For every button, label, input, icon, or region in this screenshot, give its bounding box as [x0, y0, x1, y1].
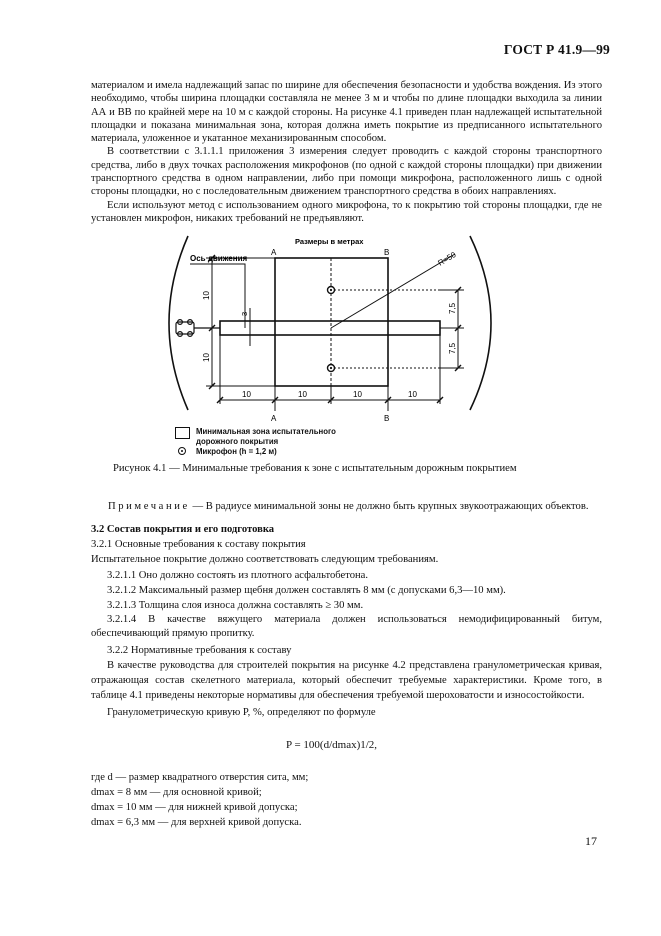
section-3-2 — [91, 522, 602, 721]
figure-caption: Рисунок 4.1 — Минимальные требования к зоне с испытательным дорожным покрытием — [113, 463, 517, 474]
figure-4-1 — [150, 228, 520, 428]
var-dmax-6-3: dmax = 6,3 мм — для верхней кривой допуска. — [91, 817, 302, 828]
legend-zone-line1: Минимальная зона испытательного — [196, 427, 336, 436]
paragraph-2: В соответствии с 3.1.1.1 приложения 3 измерения следует проводить с каждой стороны транспортного средства, либо в двух точках расположения микрофонов (по одной с каждой стороны площадки) при движении транспортного средства в одном направлении, либо при помощи микрофона, расположенного лишь с одной стороны площадки, но с последовательным движением транспортного средства в обоих направлениях. — [91, 146, 602, 198]
dim-bottom-4: 10 — [408, 390, 417, 399]
variables-list — [91, 770, 308, 830]
var-d: где d — размер квадратного отверстия сита, мм; — [91, 772, 309, 783]
formula — [286, 739, 377, 751]
legend-zone — [175, 427, 336, 446]
figure-legend — [175, 427, 336, 458]
page-number: 17 — [585, 834, 597, 848]
line-requirements: Испытательное покрытие должно соответствовать следующим требованиям. — [91, 554, 439, 566]
dim-bottom-3: 10 — [353, 390, 362, 399]
zone-square-icon — [175, 427, 190, 439]
dim-right-upper: 7,5 — [448, 302, 457, 314]
legend-mic — [175, 447, 336, 457]
dim-left-lower: 10 — [202, 353, 211, 362]
standard-header: ГОСТ Р 41.9—99 — [503, 42, 610, 57]
label-a-bottom: A — [271, 414, 277, 423]
legend-zone-line2: дорожного покрытия — [196, 436, 279, 446]
dim-bottom-1: 10 — [242, 390, 251, 399]
var-dmax-10: dmax = 10 мм — для нижней кривой допуска; — [91, 802, 298, 813]
var-dmax-8: dmax = 8 мм — для основной кривой; — [91, 787, 262, 798]
label-b-top: B — [384, 248, 390, 257]
note-label: Примечание — [108, 501, 190, 512]
label-a-top: A — [271, 248, 277, 257]
section-heading: 3.2 Состав покрытия и его подготовка — [91, 524, 275, 535]
dim-3: 3 — [240, 311, 249, 316]
line-3-2-1-2: 3.2.1.2 Максимальный размер щебня должен составлять 8 мм (с допусками 6,3—10 мм). — [107, 584, 506, 596]
intro-text — [91, 79, 602, 225]
line-3-2-1: 3.2.1 Основные требования к составу покрытия — [91, 539, 306, 551]
legend-mic-label: Микрофон (h = 1,2 м) — [196, 447, 277, 456]
microphone-icon — [178, 447, 186, 455]
figure-title: Размеры в метрах — [295, 237, 364, 246]
dim-bottom-2: 10 — [298, 390, 307, 399]
road-strip — [220, 321, 440, 335]
radius-label: R=50 — [436, 250, 458, 268]
line-3-2-1-1: 3.2.1.1 Оно должно состоять из плотного асфальтобетона. — [107, 569, 369, 581]
dim-left-upper: 10 — [202, 291, 211, 300]
vehicle-icon — [176, 320, 220, 337]
paragraph-1: материалом и имела надлежащий запас по ширине для обеспечения безопасности и удобства вождения. Из этого необходимо, чтобы ширина площадки составляла не менее 3 м и чтобы по длине площадки выходила за линии АА и ВВ по крайней мере на 10 м с каждой стороны. На рисунке 4.1 приведен план надлежащей испытательной площадки и показана минимальная зона, которая должна иметь покрытие из предписанного испытательного материала, уложенное и укатанное механизированным способом. — [91, 80, 602, 145]
line-formula-intro: Гранулометрическую кривую P, %, определяют по формуле — [107, 707, 376, 719]
paragraph-gradation: В качестве руководства для строителей покрытия на рисунке 4.2 представлена гранулометрическая кривая, отражающая состав скелетного материала, который обеспечит требуемые характеристики. Кроме того, в таблице 4.1 приведены некоторые нормативы для обеспечения требуемой шероховатости и износостойкости. — [91, 660, 602, 702]
dim-right-lower: 7,5 — [448, 342, 457, 354]
right-boundary-arc — [470, 236, 491, 410]
note — [108, 501, 588, 512]
line-3-2-1-4: 3.2.1.4 В качестве вяжущего материала должен использоваться немодифицированный битум, обеспечивающий прямую пропитку. — [91, 614, 602, 640]
paragraph-3: Если используют метод с использованием одного микрофона, то к покрытию той стороны площадки, где не установлен микрофон, никаких требований не предъявляют. — [91, 199, 602, 224]
line-3-2-1-3: 3.2.1.3 Толщина слоя износа должна составлять ≥ 30 мм. — [107, 600, 364, 612]
label-b-bottom: B — [384, 414, 390, 423]
axis-leader — [190, 264, 245, 328]
axis-label: Ось движения — [190, 254, 248, 263]
line-3-2-2: 3.2.2 Нормативные требования к составу — [107, 645, 292, 657]
note-text: — В радиусе минимальной зоны не должно быть крупных звукоотражающих объектов. — [189, 501, 589, 512]
radius-line — [331, 254, 455, 328]
formula-text: P = 100(d/dmax)1/2, — [286, 739, 378, 751]
